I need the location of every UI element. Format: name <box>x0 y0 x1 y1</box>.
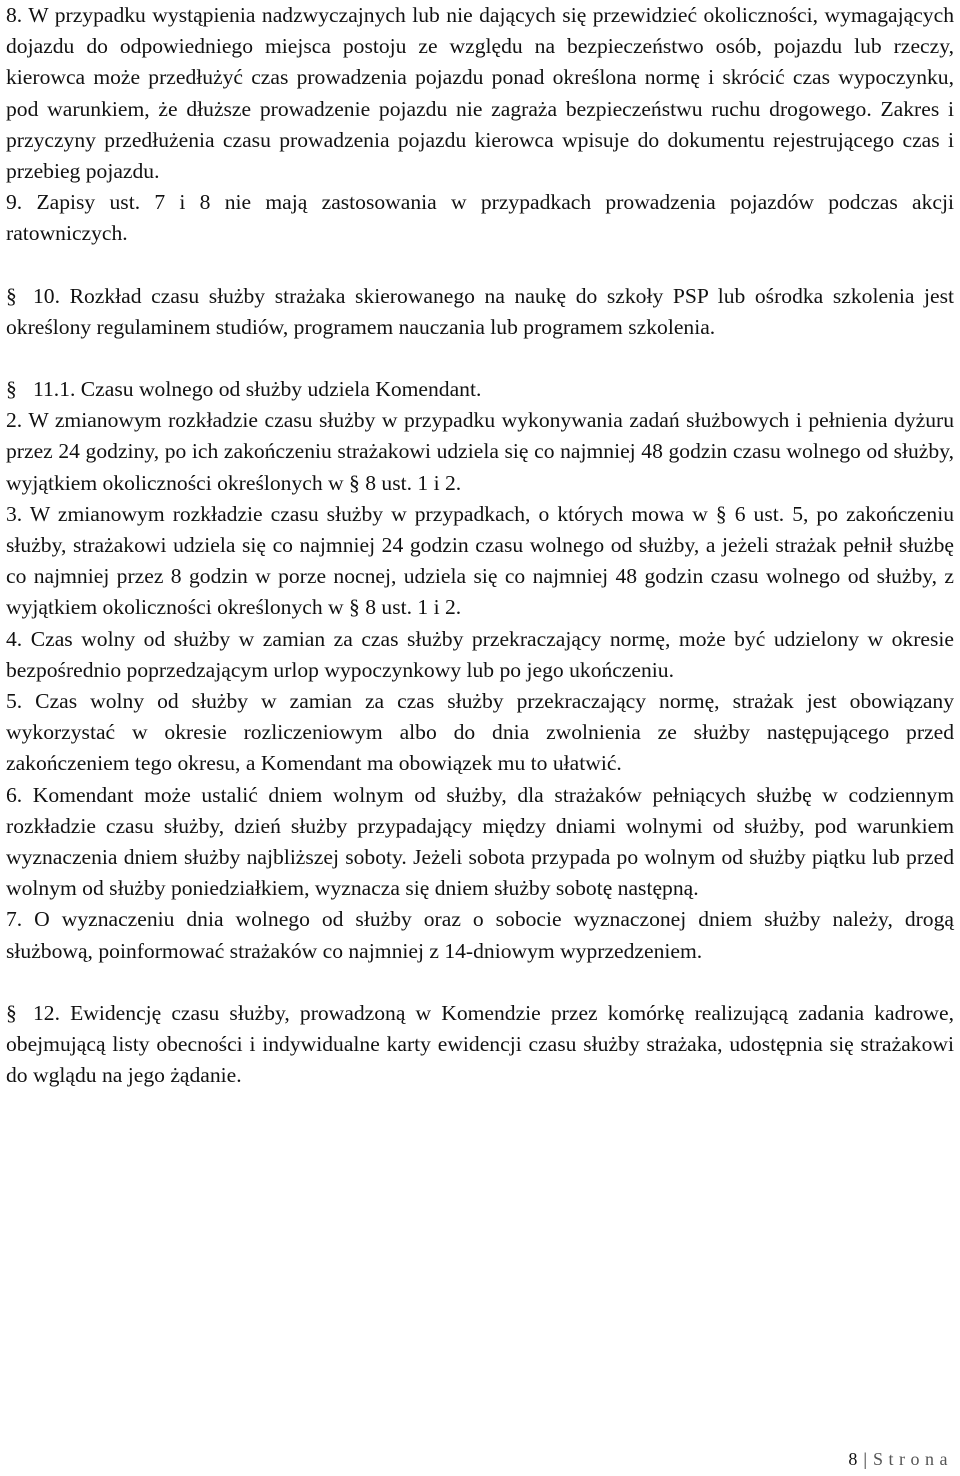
footer-separator: | <box>863 1449 867 1469</box>
section-symbol: § <box>6 283 17 308</box>
blank-line <box>6 250 954 281</box>
document-page <box>6 0 954 1092</box>
section-12-text: 12. Ewidencję czasu służby, prowadzoną w Komendzie przez komórkę realizującą zadania kadrowe, obejmującą listy obecności i indywidualne karty ewidencji czasu służby strażaka, udostępnia się strażakowi do wglądu na jego żądanie. <box>6 1000 954 1088</box>
blank-line <box>6 343 954 374</box>
section-10 <box>6 281 954 343</box>
section-11-item-5: 5. Czas wolny od służby w zamian za czas służby przekraczający normę, strażak jest obowiązany wykorzystać w okresie rozliczeniowym albo do dnia zwolnienia ze służby następującego przed zakończeniem tego okresu, a Komendant ma obowiązek mu to ułatwić. <box>6 689 954 776</box>
section-11-item-6: 6. Komendant może ustalić dniem wolnym od służby, dla strażaków pełniących służbę w codziennym rozkładzie czasu służby, dzień służby przypadający między dniami wolnymi od służby, pod warunkiem wyznaczenia dniem służby najbliższej soboty. Jeżeli sobota przypada po wolnym od służby piątku lub przed wolnym od służby poniedziałkiem, wyznacza się dniem służby sobotę następną. <box>6 782 954 901</box>
section-11-item-4: 4. Czas wolny od służby w zamian za czas służby przekraczający normę, może być udzielony w okresie bezpośrednio poprzedzającym urlop wypoczynkowy lub po jego ukończeniu. <box>6 626 954 682</box>
section-11-item-1-text: 11.1. Czasu wolnego od służby udziela Komendant. <box>33 377 482 402</box>
section-12 <box>6 998 954 1092</box>
paragraph-9: 9. Zapisy ust. 7 i 8 nie mają zastosowania w przypadkach prowadzenia pojazdów podczas akcji ratowniczych. <box>6 190 954 246</box>
section-10-text: 10. Rozkład czasu służby strażaka skierowanego na naukę do szkoły PSP lub ośrodka szkolenia jest określony regulaminem studiów, programem nauczania lub programem szkolenia. <box>6 283 954 339</box>
section-11-item-1 <box>6 374 954 405</box>
paragraph-8: 8. W przypadku wystąpienia nadzwyczajnych lub nie dających się przewidzieć okoliczności, wymagających dojazdu do odpowiedniego miejsca postoju ze względu na bezpieczeństwo osób, pojazdu lub rzeczy, kierowca może przedłużyć czas prowadzenia pojazdu ponad określona normę i skrócić czas wypoczynku, pod warunkiem, że dłuższe prowadzenie pojazdu nie zagraża bezpieczeństwu ruchu drogowego. Zakres i przyczyny przedłużenia czasu prowadzenia pojazdu kierowca wpisuje do dokumentu rejestrującego czas i przebieg pojazdu. <box>6 3 954 184</box>
footer-page-word: Strona <box>873 1449 953 1469</box>
section-11-item-2: 2. W zmianowym rozkładzie czasu służby w przypadku wykonywania zadań służbowych i pełnienia dyżuru przez 24 godziny, po ich zakończeniu strażakowi udziela się co najmniej 48 godzin czasu wolnego od służby, wyjątkiem okoliczności określonych w § 8 ust. 1 i 2. <box>6 408 954 495</box>
blank-line <box>6 967 954 998</box>
section-11-item-7: 7. O wyznaczeniu dnia wolnego od służby oraz o sobocie wyznaczonej dniem służby należy, drogą służbową, poinformować strażaków co najmniej z 14-dniowym wyprzedzeniem. <box>6 907 954 963</box>
section-11-item-3: 3. W zmianowym rozkładzie czasu służby w przypadkach, o których mowa w § 6 ust. 5, po zakończeniu służby, strażakowi udziela się co najmniej 24 godzin czasu wolnego od służby, a jeżeli strażak pełnił służbę co najmniej przez 8 godzin w porze nocnej, udziela się co najmniej 48 godzin czasu wolnego od służby, z wyjątkiem okoliczności określonych w § 8 ust. 1 i 2. <box>6 501 954 620</box>
section-symbol: § <box>6 377 17 402</box>
page-number: 8 <box>848 1449 858 1469</box>
section-symbol: § <box>6 1000 17 1025</box>
page-footer <box>848 1448 953 1470</box>
